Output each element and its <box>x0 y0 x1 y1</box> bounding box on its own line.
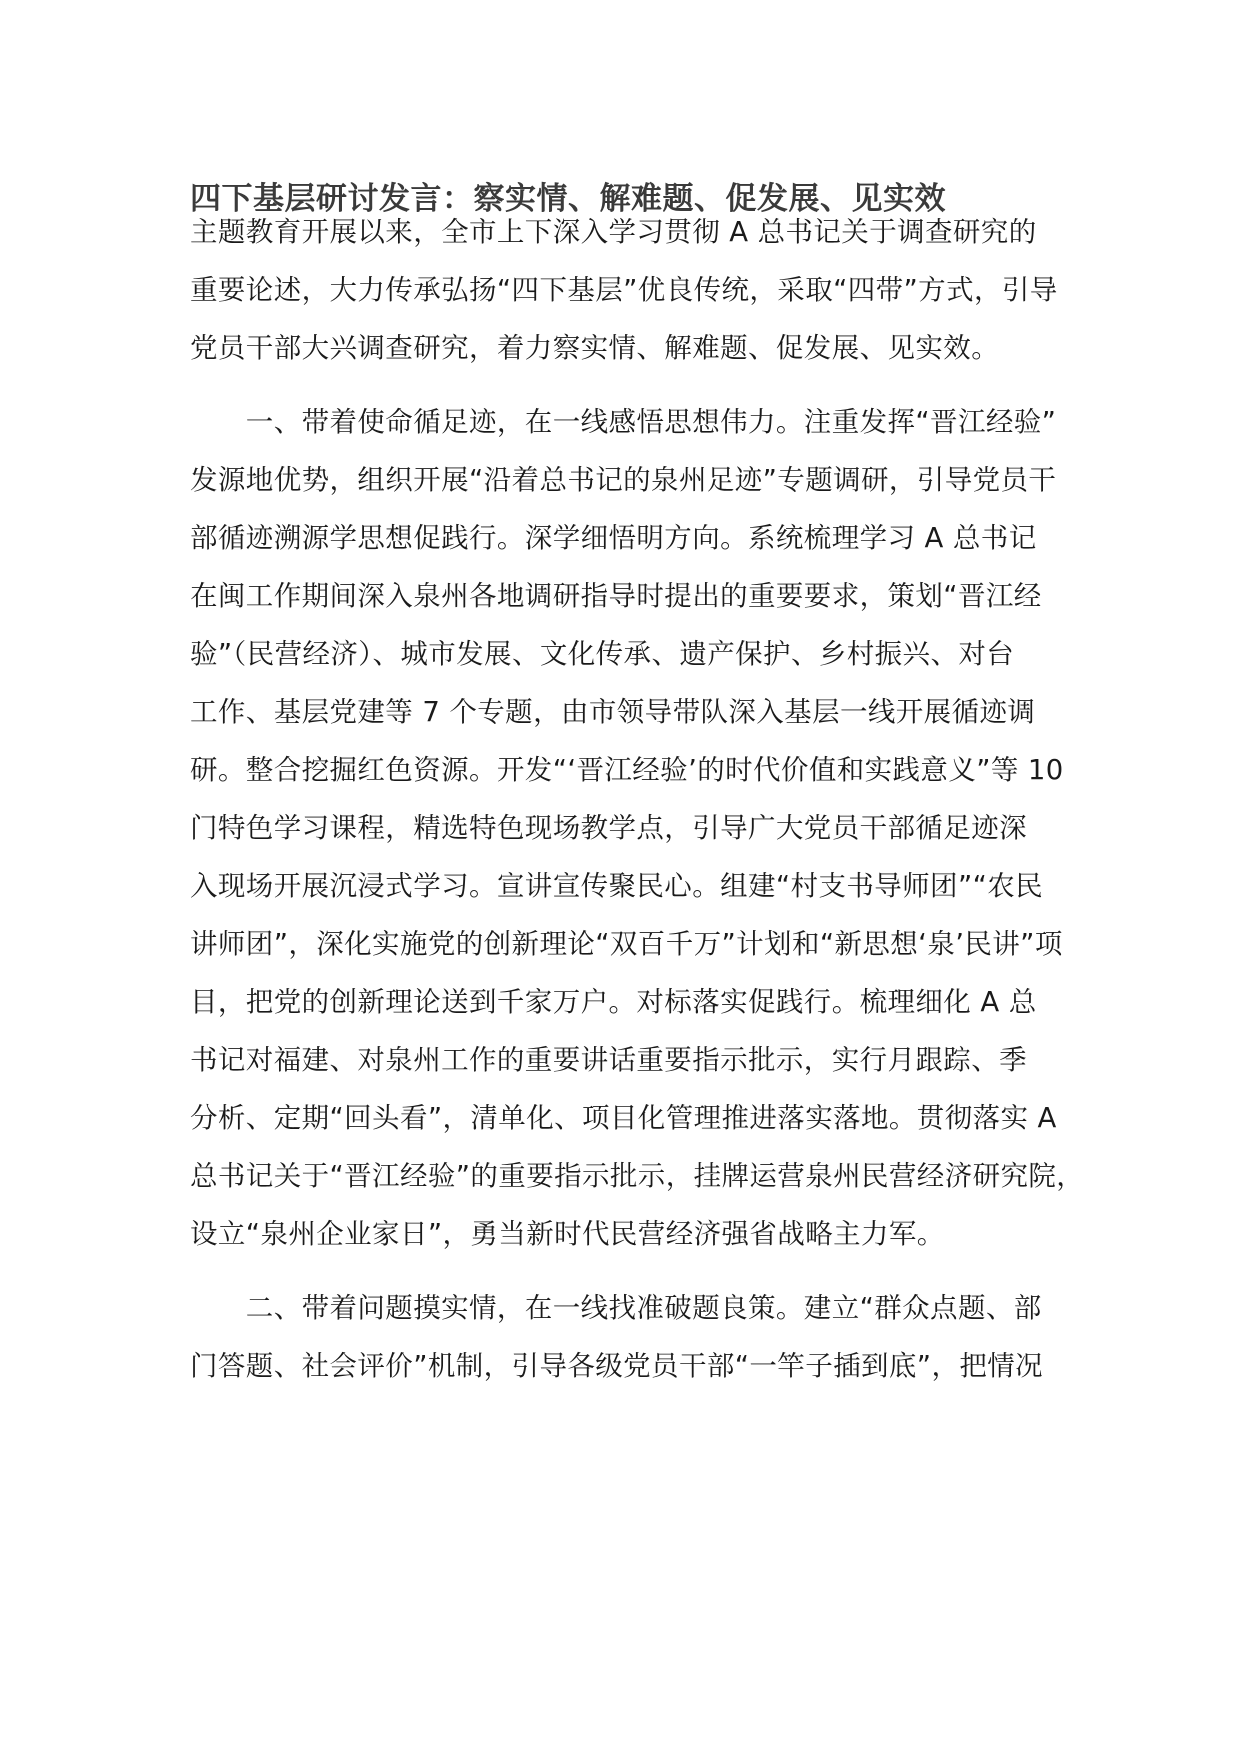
body-line: 研。整合挖掘红色资源。开发“‘晋江经验’的时代价值和实践意义”等 10 <box>190 754 1064 786</box>
body-line: 目，把党的创新理论送到千家万户。对标落实促践行。梳理细化 A 总 <box>190 986 1037 1018</box>
body-line: 一、带着使命循足迹，在一线感悟思想伟力。注重发挥“晋江经验” <box>190 406 1057 438</box>
body-line: 在闽工作期间深入泉州各地调研指导时提出的重要要求，策划“晋江经 <box>190 580 1042 612</box>
body-line: 入现场开展沉浸式学习。宣讲宣传聚民心。组建“村支书导师团”“农民 <box>190 870 1044 902</box>
body-line: 门答题、社会评价”机制，引导各级党员干部“一竿子插到底”，把情况 <box>190 1350 1044 1382</box>
body-line: 验”（民营经济）、城市发展、文化传承、遗产保护、乡村振兴、对台 <box>190 638 1015 670</box>
body-line: 党员干部大兴调查研究，着力察实情、解难题、促发展、见实效。 <box>190 332 1000 364</box>
body-line: 书记对福建、对泉州工作的重要讲话重要指示批示，实行月跟踪、季 <box>190 1044 1027 1076</box>
body-line: 重要论述，大力传承弘扬“四下基层”优良传统，采取“四带”方式，引导 <box>190 274 1058 306</box>
body-line: 工作、基层党建等 7 个专题，由市领导带队深入基层一线开展循迹调 <box>190 696 1036 728</box>
body-line: 二、带着问题摸实情，在一线找准破题良策。建立“群众点题、部 <box>190 1292 1042 1324</box>
body-line: 讲师团”，深化实施党的创新理论“双百千万”计划和“新思想‘泉’民讲”项 <box>190 928 1063 960</box>
body-line: 总书记关于“晋江经验”的重要指示批示，挂牌运营泉州民营经济研究院， <box>190 1160 1085 1192</box>
body-line: 部循迹溯源学思想促践行。深学细悟明方向。系统梳理学习 A 总书记 <box>190 522 1037 554</box>
body-line: 发源地优势，组织开展“沿着总书记的泉州足迹”专题调研，引导党员干 <box>190 464 1057 496</box>
body-line: 设立“泉州企业家日”，勇当新时代民营经济强省战略主力军。 <box>190 1218 945 1250</box>
body-line: 分析、定期“回头看”，清单化、项目化管理推进落实落地。贯彻落实 A <box>190 1102 1057 1134</box>
document-title: 四下基层研讨发言：察实情、解难题、促发展、见实效 <box>190 181 946 217</box>
body-line: 主题教育开展以来，全市上下深入学习贯彻 A 总书记关于调查研究的 <box>190 216 1037 248</box>
body-line: 门特色学习课程，精选特色现场教学点，引导广大党员干部循足迹深 <box>190 812 1027 844</box>
